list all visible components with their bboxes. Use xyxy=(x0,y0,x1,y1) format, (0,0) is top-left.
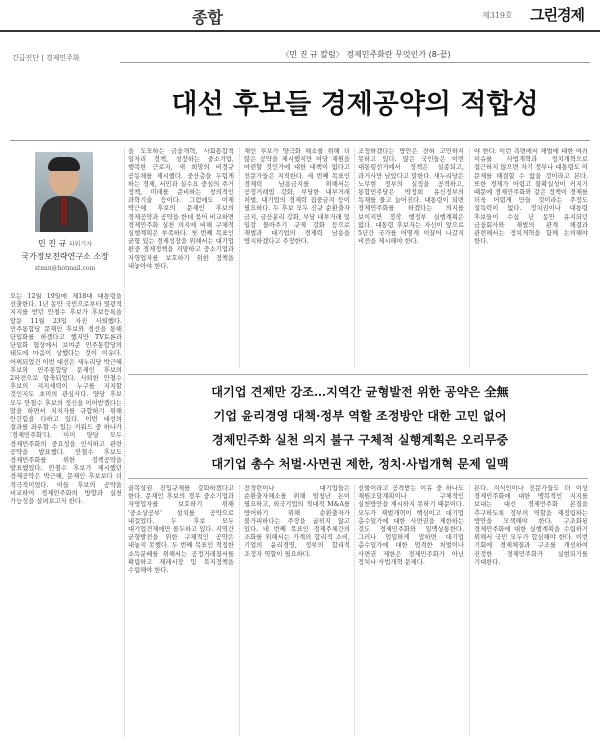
article-column-2: 을 도모하는 금융개혁, 사회통합적 일자리 정책, 성장하는 중소기업, 행복한 근로자, 새 희망의 비정규 공동체를 제시했다. 중산층을 두텁게 하는 경제, 서민과 실수요 중심의 주거 정책, 미래를 준비하는 창의적인 과학기술 등이다. 그럼에도 이제 박근혜 후보의 문재인 후보의 경제공약과 공약을 한데 묶어 비교하면 경제민주화 실천 의지에 비해 구체적 실행계획은 부족하다. 첫 번째 목표인 균형 있는 경제성장을 위해서는 대기업 편중 경제정책을 지양하고 중소기업과 자영업자를 보호하기 위한 정책을 내놓아야 한다. xyxy=(128,148,234,270)
pull-quote-1: 대기업 견제만 강조…지역간 균형발전 위한 공약은 全無 xyxy=(211,385,509,399)
column-kicker: 〈민 진 규 칼럼〉 경제민주화란 무엇인가 (8-끝) xyxy=(281,50,451,59)
column-divider xyxy=(239,485,240,735)
kicker-divider xyxy=(120,62,590,63)
portrait-tie xyxy=(61,197,67,225)
newspaper-name: 그린경제 xyxy=(530,6,584,24)
article-column-4: 조정하겠다는 방안은 전혀 고민하지 못하고 있다. 많은 국민들은 이번 대통령선거에서 정책은 실종되고, 과거사만 남았다고 말한다. 새누리당은 노무현 정부의 실정을 공격하고, 통합민주당은 박정희 유신정부의 독재를 물고 늘어진다. 대통령이 되면 경제민주화를 하겠다는 의지를 보이지만 정작 행정부 실행계획은 없다. 대통령 후보자는 자신이 앞으로 5년간 국가를 어떻게 이끌어 나갈지 비전을 제시해야 한다. xyxy=(358,148,464,246)
pull-quote-4: 대기업 총수 처벌·사면권 제한, 정치·사법개혁 문제 일맥 xyxy=(211,457,509,471)
column-divider xyxy=(239,148,240,368)
author-info xyxy=(15,238,115,275)
section-label: 종합 xyxy=(192,8,223,27)
author-org: 국가정보전략연구소 소장 xyxy=(21,252,109,261)
issue-number: 제319호 xyxy=(482,11,513,20)
article-bottom-column-4: 선물이라고 공격받는 이유 중 하나도 재원조달계획이나 구체적인 실천방안을 제시하지 못하기 때문이다. 모두가 재벌개혁이 핵심이고 대기업 총수일가에 대한 사면권을 제한하는 것도 경제민주화와 일맥상통한다. 그러나 엄밀하게 말하면 대기업 총수일가에 대한 엄격한 처벌이나 사면권 제한은 경제민주화가 아닌 정치나 사법개혁 문제다. xyxy=(358,485,464,566)
article-bottom-column-3: 전경련이나 대기업들은 순환출자해소를 위해 엄청난 돈이 필요하고, 외국기업의 적대적 M&A를 방어하기 위해 순환출자가 불가피하다는 주장을 굽히지 않고 있다. 네 번째 목표인 경제주체간의 조화를 위해서는 가계의 합리적 소비, 기업의 윤리경영, 정부의 합리적 조정자 역할이 필요하다. xyxy=(244,485,350,558)
column-divider xyxy=(124,148,125,738)
article-column-1: 오는 12월 19일에 제18대 대통령을 선출한다. 1년 동안 국민으로부터 열광적 지지를 받던 안철수 후보가 후보등록을 앞둔 11월 23일 자진 사퇴했다. 민주통합당 문재인 후보와 경선을 통해 단일화를 하겠다고 했지만 TV토론과 단일화 협상에서 보여준 민주통합당의 태도에 마음이 상했다는 것이 이유다. 어찌되었건 이번 대선은 새누리당 박근혜 후보와 민주통합당 문재인 후보의 2파전으로 압축되었다. 사퇴한 안철수 후보의 지지세력이 누구를 지지할 것인지도 초미의 관심사다. 양당 후보 모두 안철수 후보의 정신을 이어받겠다는 말을 하면서 지지자를 규합하기 위해 안간힘을 다하고 있다. 이번 대선의 결과를 좌우할 수 있는 키워드 중 하나가 '경제민주화'다. 이미 양당 모두 경제민주화의 중요성을 인식하고 관련 공약을 발표했다. 안철수 후보도 경제민주화를 위한 정책공약을 발표했었다. 안철수 후보가 제시했던 경제공약은 박근혜, 문재인 후보보다 더 적극적이었다. 이들 후보의 공약을 비교하여 경제민주화의 방향과 실천 가능성을 살펴보고자 한다. xyxy=(10,293,122,506)
author-name: 민 진 규 xyxy=(37,239,67,248)
pull-quotes xyxy=(135,380,585,476)
author-photo xyxy=(35,152,93,232)
column-divider xyxy=(354,485,355,735)
column-divider xyxy=(354,148,355,368)
breadcrumb: 긴급진단 | 경제민주화 xyxy=(12,54,80,62)
article-bottom-column-2: 골목상권 진입규제를 강화하겠다고 한다. 문재인 후보의 경우 중소기업과 자영업자를 보호하기 위해 '중소상공부' 설치를 공약으로 내걸었다. 두 후보 모두 대기업견제에만 몰두하고 있다. 지역간 균형발전을 위한 구체적인 공약은 내놓지 못했다. 두 번째 목표인 적정한 소득분배를 위해서는 공정거래질서를 확립하고 재래시장 및 복지정책을 수립해야 한다. xyxy=(128,485,234,575)
pullquote-top-rule xyxy=(128,374,588,375)
pull-quote-3: 경제민주화 실천 의지 불구 구체적 실행계획은 오리무중 xyxy=(211,433,509,447)
pull-quote-2: 기업 윤리경영 대책·정부 역할 조정방안 대한 고민 없어 xyxy=(213,409,507,423)
pullquote-bottom-rule xyxy=(128,478,588,479)
masthead-bar xyxy=(0,0,600,32)
portrait-hair xyxy=(48,157,80,171)
article-bottom-column-5: 본다. 지식인이나 전문가들도 더 이상 경제민주화에 대한 맹목적인 지지를 보내는 대신 경제민주화 본질을 추구하도록 정부의 역할을 재정립하는 방안을 모색해야 한다. 구조화된 경제민주화에 대한 실행계획을 수립하기 위해서 국민 모두가 합심해야 한다. 이번 기회에 경제체질과 구조를 개선하여 진정한 경제민주화가 실현되기를 기대한다. xyxy=(474,485,588,566)
page-title: 대선 후보들 경제공약의 적합성 xyxy=(171,89,539,120)
article-column-5: 야 한다. 이런 측면에서 재벌에 대한 여러 이슈를 사법개혁과 정치개혁으로 접근하지 않으면 자기 정부나 대통령도 이 문제를 해결할 수 없을 것이라고 본다. 또한 경제가 어렵고 불확실성이 커지기 때문에 경제민주화와 같은 정책이 경제를 더욱 어렵게 만들 것이라는 주장도 설득력이 없다. 정치권이나 대통령 후보들이 수십 년 동안 유지되던 금융회사와 재벌의 관계 해결과 관련해서는 정치개혁을 함께 논의해야 한다. xyxy=(474,148,588,246)
headline-divider xyxy=(10,140,590,141)
author-title: 파워기자 xyxy=(68,241,92,248)
column-divider xyxy=(469,485,470,735)
author-email: stmin@hotmail.com xyxy=(34,265,96,272)
column-divider xyxy=(469,148,470,368)
article-column-3: 재인 후보가 양극화 해소를 위해 더 많은 공약을 제시했지만 여당 재원을 마련할 것인가에 대한 대책이 없다고 전문가들은 지적한다. 세 번째 목표인 경제력 남용금지를 위해서는 공정거래법 강화, 부당한 내부거래 처벌, 대기업의 경제력 집중금지 등이 필요하다. 두 후보 모두 신규 순환출자 금지, 금산분리 강화, 부당 내부거래 및 일감 몰아주기 규제 강화 등으로 재벌과 대기업의 경제력 남용을 방지하겠다고 주장한다. xyxy=(244,148,350,246)
